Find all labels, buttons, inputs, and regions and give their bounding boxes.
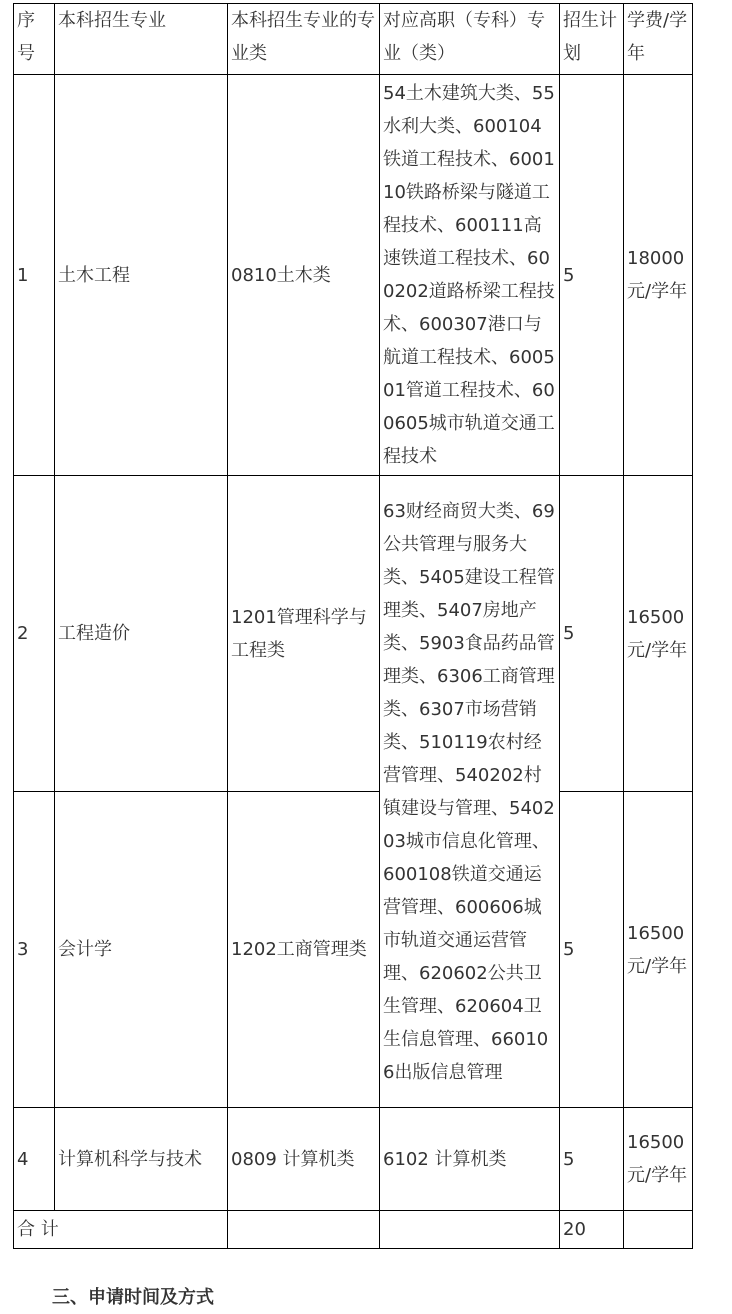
table-row	[14, 1108, 693, 1211]
cell-major: 计算机科学与技术	[55, 1108, 228, 1211]
next-section-heading	[52, 1281, 232, 1308]
total-empty-category	[228, 1211, 380, 1249]
table-row	[14, 476, 693, 792]
total-empty-fee	[624, 1211, 693, 1249]
cell-vocational-merged: 63财经商贸大类、69公共管理与服务大类、5405建设工程管理类、5407房地产类、5903食品药品管理类、6306工商管理类、6307市场营销类、510119农村经营管理、540202村镇建设与管理、540203城市信息化管理、600108铁道交通运营管理、600606城市轨道交通运营管理、620602公共卫生管理、620604卫生信息管理、660106出版信息管理	[380, 476, 560, 1108]
cell-fee: 16500元/学年	[624, 792, 693, 1108]
cell-fee: 18000元/学年	[624, 75, 693, 476]
cell-no: 1	[14, 75, 55, 476]
cell-category: 1202工商管理类	[228, 792, 380, 1108]
cell-fee: 16500元/学年	[624, 476, 693, 792]
table-total-row	[14, 1211, 693, 1249]
header-major: 本科招生专业	[55, 4, 228, 75]
next-section-heading-text: 三、申请时间及方式	[52, 1287, 214, 1308]
total-empty-vocational	[380, 1211, 560, 1249]
header-category: 本科招生专业的专业类	[228, 4, 380, 75]
total-label: 合 计	[14, 1211, 228, 1249]
cell-major: 工程造价	[55, 476, 228, 792]
cell-plan: 5	[560, 792, 624, 1108]
header-no: 序号	[14, 4, 55, 75]
cell-plan: 5	[560, 476, 624, 792]
cell-no: 4	[14, 1108, 55, 1211]
cell-vocational: 6102 计算机类	[380, 1108, 560, 1211]
header-plan: 招生计划	[560, 4, 624, 75]
cell-no: 2	[14, 476, 55, 792]
table-row	[14, 792, 693, 1108]
cell-major: 会计学	[55, 792, 228, 1108]
header-vocational: 对应高职（专科）专业（类）	[380, 4, 560, 75]
cell-no: 3	[14, 792, 55, 1108]
cell-plan: 5	[560, 75, 624, 476]
cell-plan: 5	[560, 1108, 624, 1211]
cell-category: 0810土木类	[228, 75, 380, 476]
header-fee: 学费/学年	[624, 4, 693, 75]
cell-category: 0809 计算机类	[228, 1108, 380, 1211]
cell-fee: 16500元/学年	[624, 1108, 693, 1211]
table-row	[14, 75, 693, 476]
cell-vocational: 54土木建筑大类、55水利大类、600104铁道工程技术、600110铁路桥梁与隧道工程技术、600111高速铁道工程技术、600202道路桥梁工程技术、600307港口与航道工程技术、600501管道工程技术、600605城市轨道交通工程技术	[380, 75, 560, 476]
cell-category: 1201管理科学与工程类	[228, 476, 380, 792]
table-header-row	[14, 4, 693, 75]
cell-major: 土木工程	[55, 75, 228, 476]
total-plan: 20	[560, 1211, 624, 1249]
enrollment-plan-table	[13, 3, 693, 1249]
